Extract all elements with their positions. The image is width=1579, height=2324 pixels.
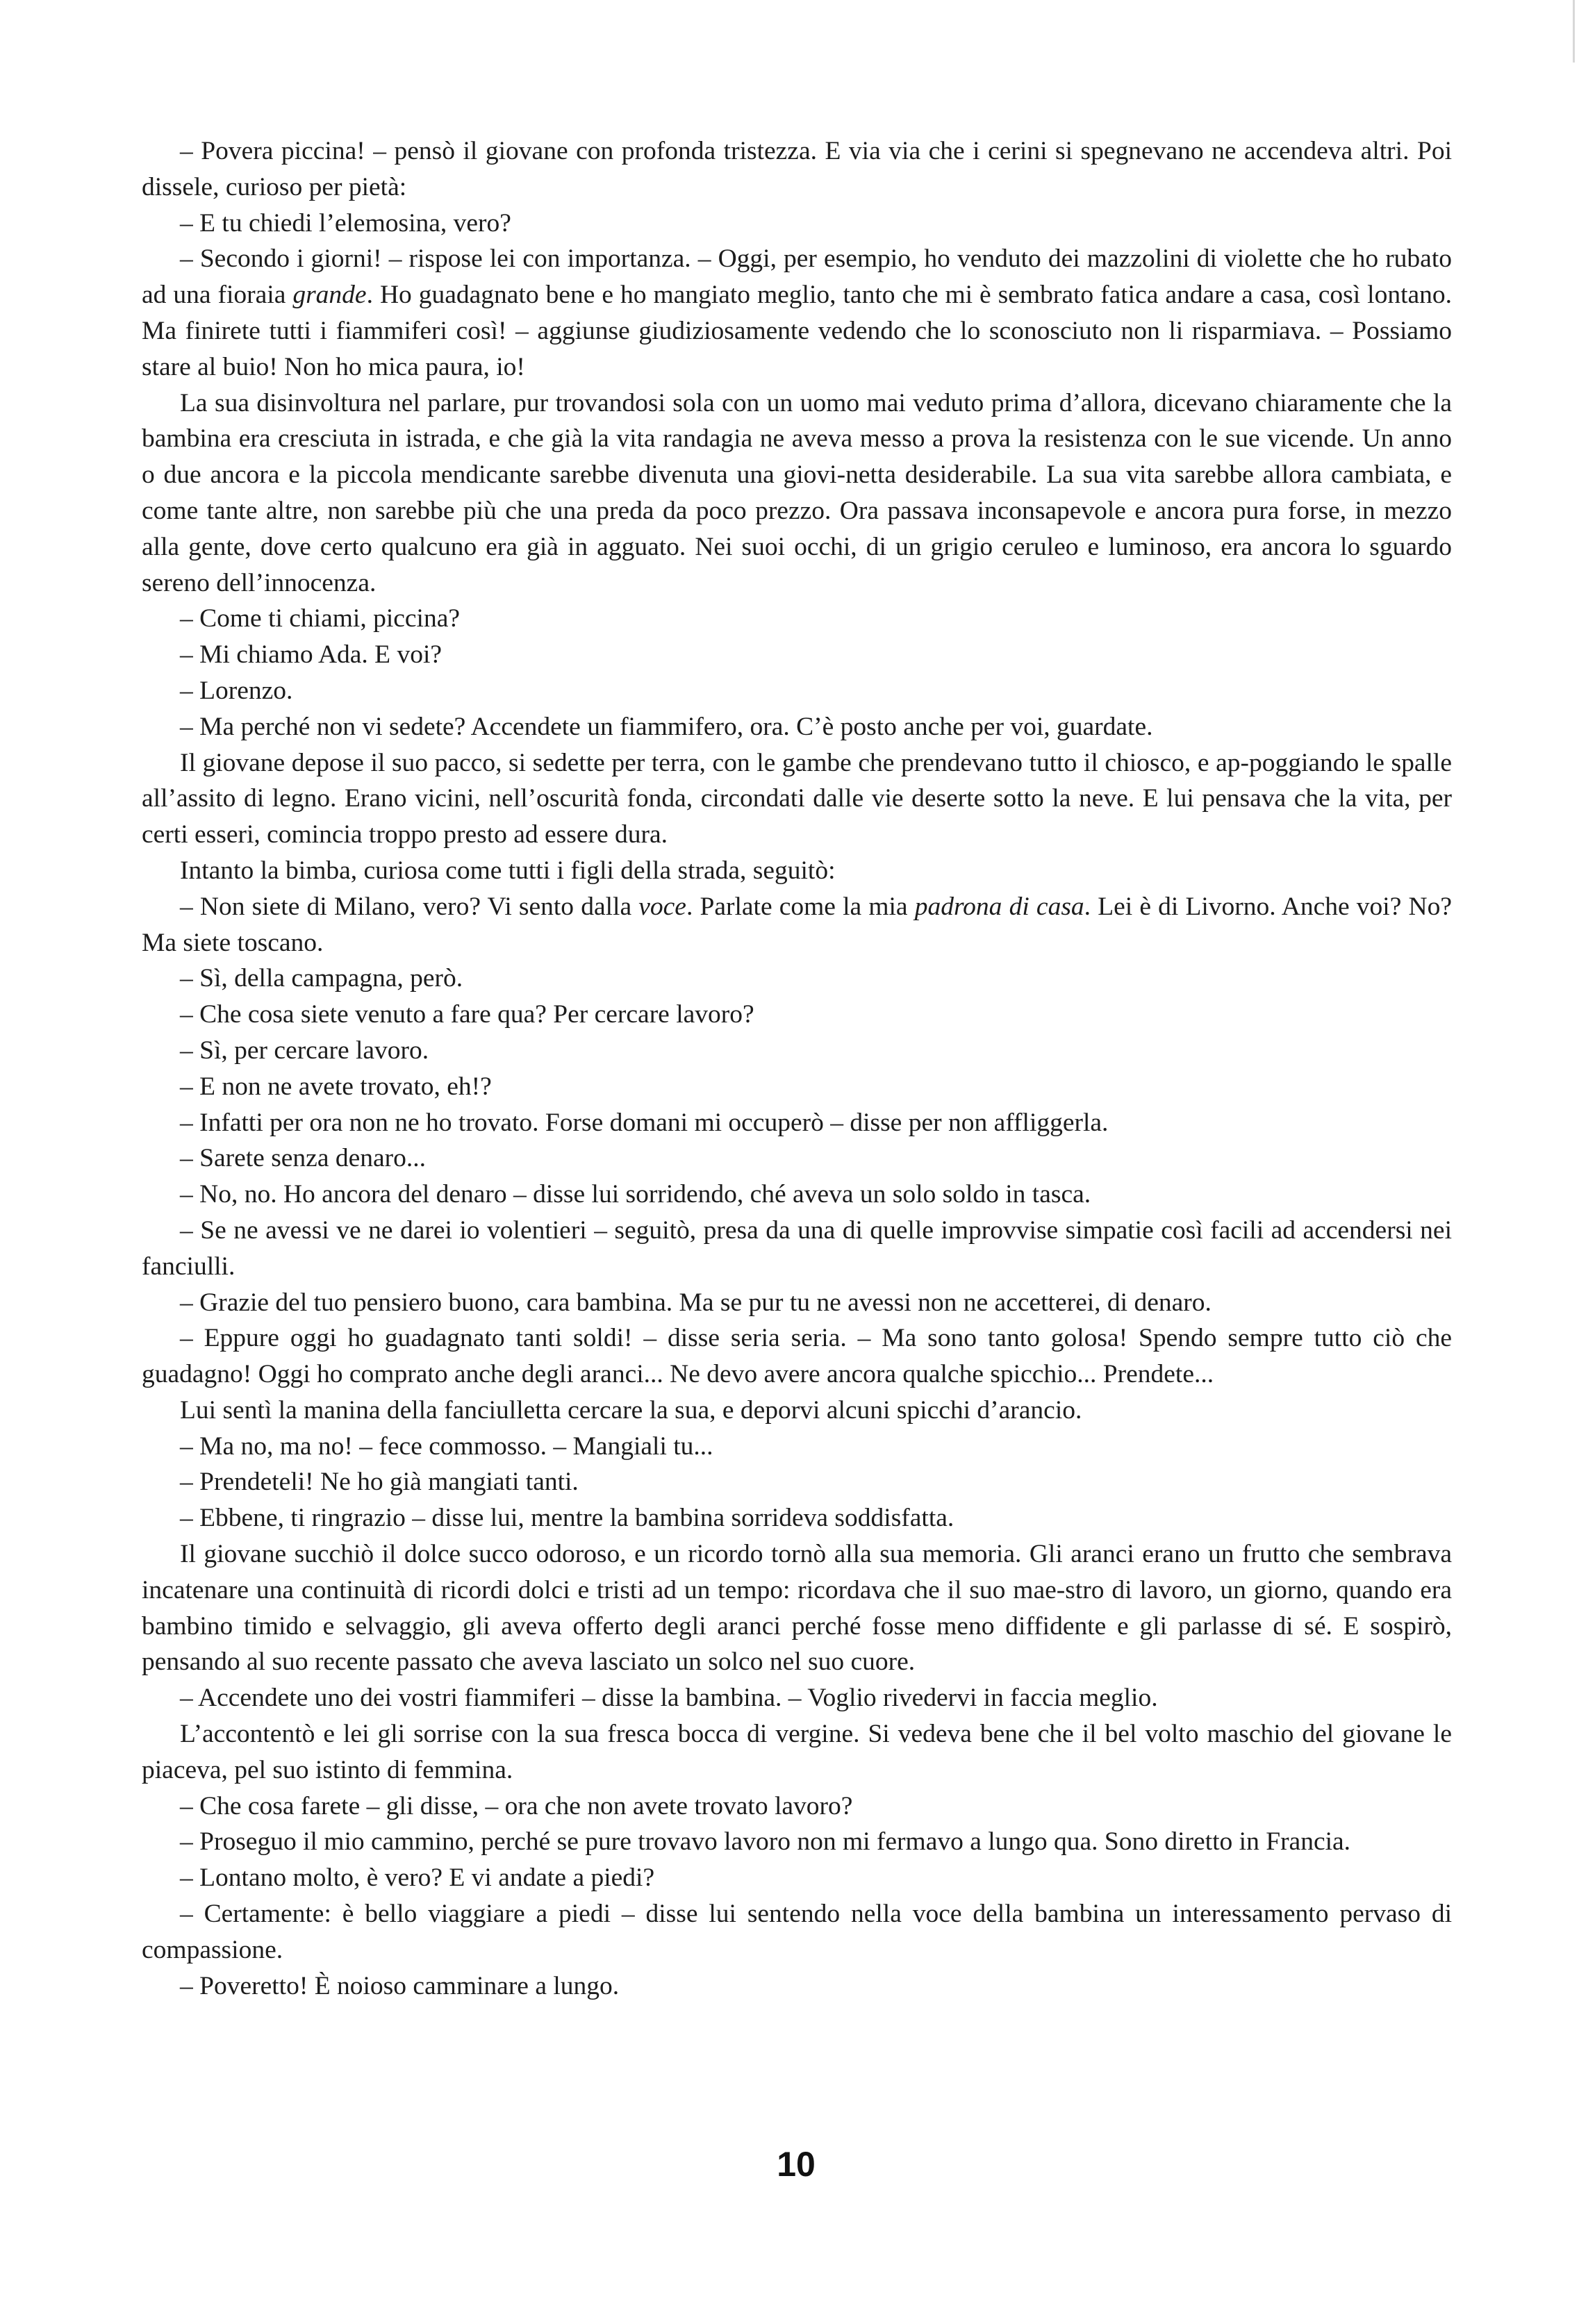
text-run: – Proseguo il mio cammino, perché se pure trovavo lavoro non mi fermavo a lungo qua. Sono diretto in Francia.: [180, 1827, 1351, 1857]
paragraph: [142, 1680, 1452, 1716]
text-run: La sua disinvoltura nel parlare, pur trovandosi sola con un uomo mai veduto prima d’allora, dicevano chiaramente che la bambina era cresciuta in istrada, e che già la vita randagia ne aveva messo a prova la resistenza con le sue vicende. Un anno o due ancora e la piccola mendicante sarebbe divenuta una giovi-netta desiderabile. La sua vita sarebbe allora cambiata, e come tante altre, non sarebbe più che una preda da poco prezzo. Ora passava inconsapevole e ancora pura forse, in mezzo alla gente, dove certo qualcuno era già in agguato. Nei suoi occhi, di un grigio ceruleo e luminoso, era ancora lo sguardo sereno dell’innocenza.: [142, 388, 1452, 597]
text-run: – Prendeteli! Ne ho già mangiati tanti.: [180, 1468, 579, 1497]
text-run: – Certamente: è bello viaggiare a piedi – disse lui sentendo nella voce della bambina un interessamento pervaso di compassione.: [142, 1900, 1452, 1964]
paragraph: [142, 745, 1452, 853]
text-run: – Ma no, ma no! – fece commosso. – Mangiali tu...: [180, 1431, 713, 1461]
italic-text: grande: [292, 281, 367, 310]
paragraph: [142, 1393, 1452, 1429]
text-run: – Ebbene, ti ringrazio – disse lui, mentre la bambina sorrideva soddisfatta.: [180, 1504, 954, 1533]
paragraph: [142, 1069, 1452, 1105]
text-run: – Sì, della campagna, però.: [180, 964, 463, 993]
text-run: – Grazie del tuo pensiero buono, cara bambina. Ma se pur tu ne avessi non ne accetterei, di denaro.: [180, 1288, 1212, 1317]
text-run: – E tu chiedi l’elemosina, vero?: [180, 208, 511, 238]
text-run: . Parlate come la mia: [686, 892, 915, 921]
text-run: – Eppure oggi ho guadagnato tanti soldi! – disse seria seria. – Ma sono tanto golosa! Spendo sempre tutto ciò che guadagno! Oggi ho comprato anche degli aranci... Ne devo avere ancora qualche spicchio... Prendete...: [142, 1324, 1452, 1389]
paragraph: [142, 1788, 1452, 1825]
paragraph: [142, 1429, 1452, 1465]
text-run: Il giovane succhiò il dolce succo odoroso, e un ricordo tornò alla sua memoria. Gli aranci erano un frutto che sembrava incatenare una continuità di ricordi dolci e tristi ad un tempo: ricordava che il suo mae-stro di lavoro, un giorno, quando era bambino timido e selvaggio, gli aveva offerto degli aranci perché fosse meno diffidente e gli parlasse di sé. E sospirò, pensando al suo recente passato che aveva lasciato un solco nel suo cuore.: [142, 1540, 1452, 1677]
text-run: – Che cosa siete venuto a fare qua? Per cercare lavoro?: [180, 1000, 754, 1029]
text-run: – Se ne avessi ve ne darei io volentieri – seguitò, presa da una di quelle improvvise simpatie così facili ad accendersi nei fanciulli.: [142, 1215, 1452, 1281]
paragraph: [142, 1896, 1452, 1968]
paragraph: [142, 1860, 1452, 1896]
paragraph: [142, 601, 1452, 637]
paragraph: [142, 637, 1452, 673]
paragraph: [142, 997, 1452, 1033]
paragraph: [142, 1824, 1452, 1860]
text-run: – Infatti per ora non ne ho trovato. Forse domani mi occuperò – disse per non affliggerla.: [180, 1108, 1109, 1137]
paragraph: [142, 1033, 1452, 1069]
paragraph: [142, 1213, 1452, 1285]
paragraph: [142, 1716, 1452, 1788]
text-run: . Lei è di Livorno. Anche voi? No? Ma siete toscano.: [142, 892, 1452, 957]
italic-text: padrona di casa: [914, 892, 1084, 921]
text-run: – Accendete uno dei vostri fiammiferi – disse la bambina. – Voglio rivedervi in faccia meglio.: [180, 1684, 1158, 1713]
paragraph: [142, 1177, 1452, 1213]
text-run: – E non ne avete trovato, eh!?: [180, 1072, 492, 1101]
paragraph: [142, 889, 1452, 961]
italic-text: voce: [638, 892, 686, 921]
paragraph: [142, 673, 1452, 709]
paragraph: [142, 241, 1452, 385]
text-run: – Che cosa farete – gli disse, – ora che non avete trovato lavoro?: [180, 1791, 853, 1820]
paragraph: [142, 1285, 1452, 1321]
text-run: Lui sentì la manina della fanciulletta cercare la sua, e deporvi alcuni spicchi d’arancio.: [180, 1395, 1082, 1425]
text-run: . Ho guadagnato bene e ho mangiato meglio, tanto che mi è sembrato fatica andare a casa, così lontano. Ma finirete tutti i fiammiferi così! – aggiunse giudiziosamente vedendo che lo sconosciuto non li risparmiava. – Possiamo stare al buio! Non ho mica paura, io!: [142, 281, 1453, 381]
text-run: – Non siete di Milano, vero? Vi sento dalla: [180, 892, 639, 921]
paragraph: [142, 1140, 1452, 1177]
paragraph: [142, 1320, 1452, 1393]
paragraph: [142, 1500, 1452, 1536]
text-run: – Poveretto! È noioso camminare a lungo.: [180, 1971, 620, 2000]
text-run: – Ma perché non vi sedete? Accendete un fiammifero, ora. C’è posto anche per voi, guardate.: [180, 712, 1153, 741]
text-run: – Lorenzo.: [180, 676, 293, 705]
text-run: Il giovane depose il suo pacco, si sedette per terra, con le gambe che prendevano tutto il chiosco, e ap-poggiando le spalle all’assito di legno. Erano vicini, nell’oscurità fonda, circondati dalle vie deserte sotto la neve. E lui pensava che la vita, per certi esseri, comincia troppo presto ad essere dura.: [142, 748, 1452, 849]
paragraph: [142, 385, 1452, 601]
page-number: 10: [777, 2145, 816, 2184]
paragraph: [142, 206, 1452, 242]
paragraph: [142, 853, 1452, 889]
paragraph: [142, 1536, 1452, 1680]
paragraph: [142, 961, 1452, 997]
text-run: – Povera piccina! – pensò il giovane con profonda tristezza. E via via che i cerini si spegnevano ne accendeva altri. Poi dissele, curioso per pietà:: [142, 137, 1452, 201]
text-run: – Come ti chiami, piccina?: [180, 604, 460, 633]
body-text: [142, 133, 1452, 2004]
text-run: – No, no. Ho ancora del denaro – disse lui sorridendo, ché aveva un solo soldo in tasca.: [180, 1180, 1091, 1209]
text-run: Intanto la bimba, curiosa come tutti i figli della strada, seguitò:: [180, 856, 836, 885]
text-run: – Lontano molto, è vero? E vi andate a piedi?: [180, 1864, 655, 1893]
text-run: – Sarete senza denaro...: [180, 1144, 426, 1173]
text-run: L’accontentò e lei gli sorrise con la sua fresca bocca di vergine. Si vedeva bene che il bel volto maschio del giovane le piaceva, pel suo istinto di femmina.: [142, 1720, 1452, 1784]
paragraph: [142, 133, 1452, 206]
text-run: – Mi chiamo Ada. E voi?: [180, 640, 443, 670]
paragraph: [142, 709, 1452, 745]
text-run: – Sì, per cercare lavoro.: [180, 1036, 429, 1065]
paragraph: [142, 1105, 1452, 1141]
page-edge-shadow: [1573, 0, 1575, 63]
text-run: – Secondo i giorni! – rispose lei con importanza. – Oggi, per esempio, ho venduto dei mazzolini di violette che ho rubato ad una fioraia: [142, 244, 1452, 310]
paragraph: [142, 1968, 1452, 2005]
paragraph: [142, 1464, 1452, 1500]
